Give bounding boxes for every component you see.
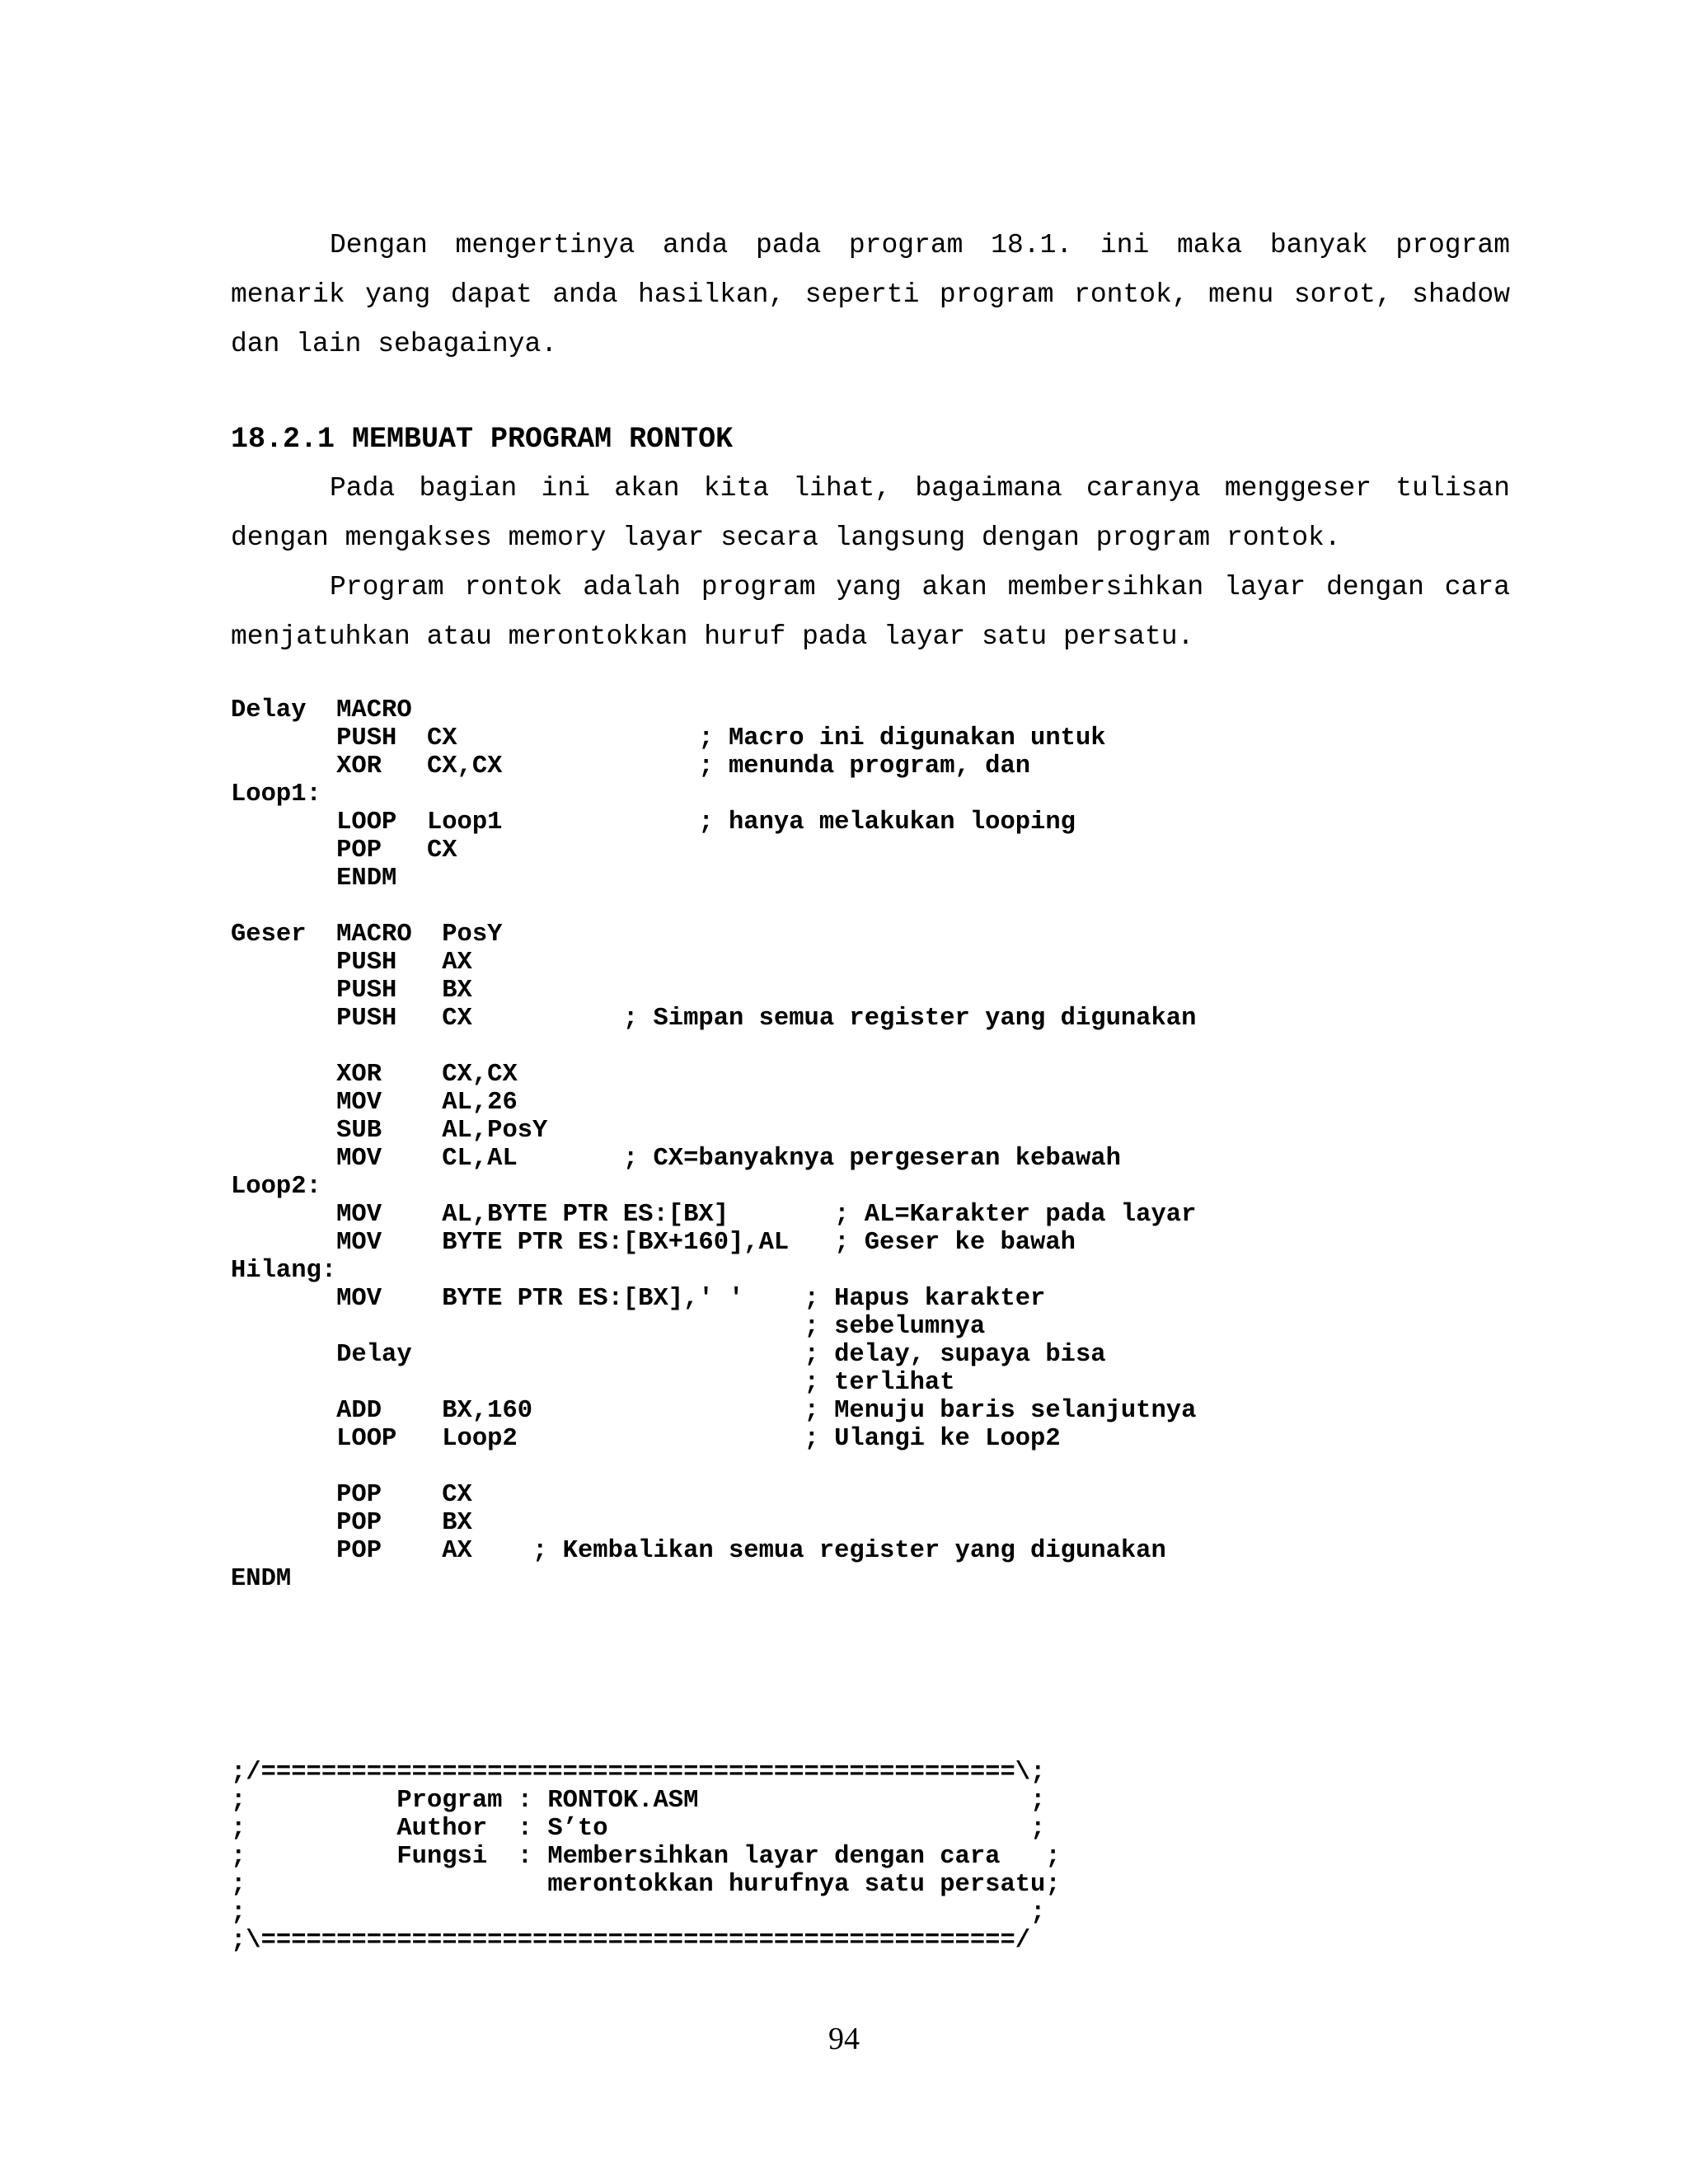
section-p2-line-2: menjatuhkan atau merontokkan huruf pada layar satu persatu. <box>231 621 1194 652</box>
intro-line-1: Dengan mengertinya anda pada program 18.1. ini maka banyak program <box>330 230 1510 260</box>
page-number: 94 <box>828 2022 860 2056</box>
section-p2-line-1: Program rontok adalah program yang akan membersihkan layar dengan cara <box>330 572 1510 602</box>
intro-line-3: dan lain sebagainya. <box>231 329 558 359</box>
section-p1-line-1: Pada bagian ini akan kita lihat, bagaimana caranya menggeser tulisan <box>330 473 1510 504</box>
program-header-comment: ;/==================================================\; ; Program : RONTOK.ASM ; ; Author : S’to ; ; Fungsi : Membersihkan layar dengan cara ; ; merontokkan hurufnya satu persatu; ; ; ;\==================================================/ <box>231 1759 1061 1955</box>
section-paragraph-1 <box>231 464 1510 563</box>
intro-line-2: menarik yang dapat anda hasilkan, seperti program rontok, menu sorot, shadow <box>231 279 1510 310</box>
macro-code-listing: Delay MACRO PUSH CX ; Macro ini digunakan untuk XOR CX,CX ; menunda program, dan Loop1: LOOP Loop1 ; hanya melakukan looping POP CX ENDM Geser MACRO PosY PUSH AX PUSH BX PUSH CX ; Simpan semua register yang digunakan XOR CX,CX MOV AL,26 SUB AL,PosY MOV CL,AL ; CX=banyaknya pergeseran kebawah Loop2: MOV AL,BYTE PTR ES:[BX] ; AL=Karakter pada layar MOV BYTE PTR ES:[BX+160],AL ; Geser ke bawah Hilang: MOV BYTE PTR ES:[BX],' ' ; Hapus karakter ; sebelumnya Delay ; delay, supaya bisa ; terlihat ADD BX,160 ; Menuju baris selanjutnya LOOP Loop2 ; Ulangi ke Loop2 POP CX POP BX POP AX ; Kembalikan semua register yang digunakan ENDM <box>231 696 1197 1593</box>
section-heading: 18.2.1 MEMBUAT PROGRAM RONTOK <box>231 423 734 456</box>
intro-paragraph <box>231 221 1510 369</box>
section-paragraph-2 <box>231 563 1510 662</box>
section-p1-line-2: dengan mengakses memory layar secara langsung dengan program rontok. <box>231 523 1341 553</box>
